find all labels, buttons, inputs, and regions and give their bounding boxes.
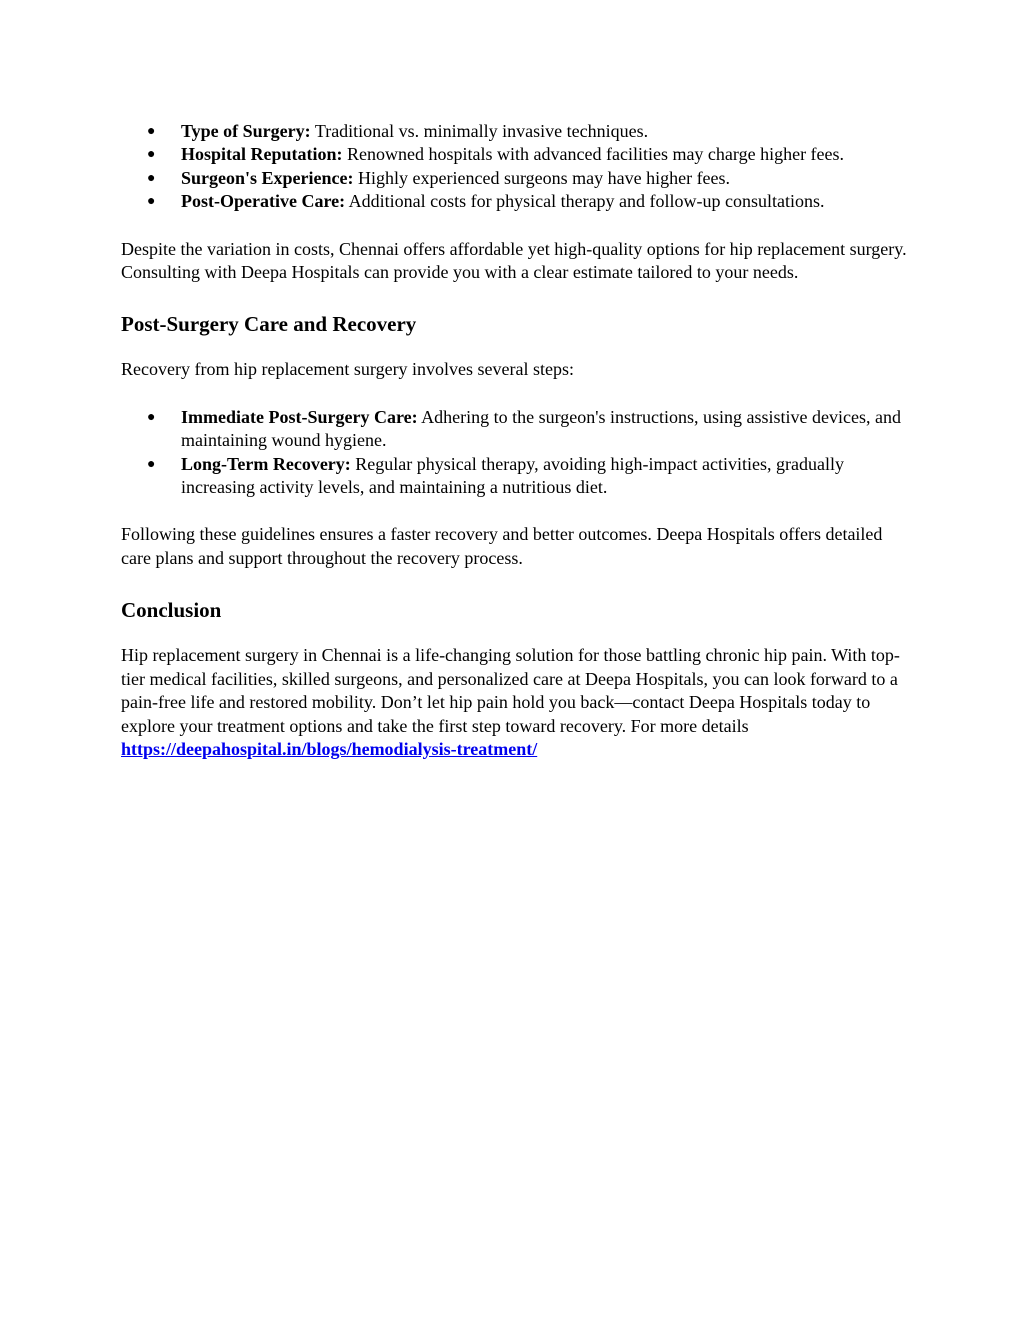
conclusion-paragraph [121, 644, 911, 761]
list-item-text: Adhering to the surgeon's instructions, using assistive devices, and maintaining wound hygiene. [181, 406, 901, 451]
recovery-steps-list [121, 406, 911, 500]
list-item-text: Regular physical therapy, avoiding high-impact activities, gradually increasing activity levels, and maintaining a nutritious diet. [181, 453, 844, 498]
list-item-text: Traditional vs. minimally invasive techniques. [310, 121, 649, 141]
list-item-term: Immediate Post-Surgery Care: [181, 406, 418, 427]
cost-factors-list [121, 120, 911, 214]
list-item-term: Surgeon's Experience: [181, 167, 354, 188]
list-item-term: Type of Surgery: [181, 121, 311, 141]
cost-summary-paragraph: Despite the variation in costs, Chennai offers affordable yet high-quality options for hip replacement surgery. Consulting with Deepa Hospitals can provide you with a clear estimate tailored to your needs. [121, 238, 907, 283]
list-item [121, 453, 911, 500]
list-item-text: Renowned hospitals with advanced facilities may charge higher fees. [342, 144, 845, 165]
bullet-icon: ● [147, 456, 156, 472]
conclusion-body-text: Hip replacement surgery in Chennai is a life-changing solution for those battling chronic hip pain. With top-tier medical facilities, skilled surgeons, and personalized care at Deepa Hospitals, you can look forward to a pain-free life and restored mobility. Don’t let hip pain hold you back—contact Deepa Hospitals today to explore your treatment options and take the first step toward recovery. For more details [121, 645, 900, 736]
recovery-intro-paragraph: Recovery from hip replacement surgery involves several steps: [121, 359, 575, 380]
list-item-term: Long-Term Recovery: [181, 453, 351, 474]
list-item [121, 167, 911, 190]
bullet-icon: ● [147, 170, 156, 186]
list-item [121, 406, 911, 453]
list-item-term: Hospital Reputation: [181, 144, 343, 165]
list-item [121, 143, 911, 166]
list-item-text: Highly experienced surgeons may have higher fees. [353, 167, 731, 188]
list-item-term: Post-Operative Care: [181, 191, 346, 212]
list-item [121, 190, 911, 213]
list-item-text: Additional costs for physical therapy and follow-up consultations. [345, 191, 825, 212]
document-page [121, 120, 911, 761]
recovery-heading: Post-Surgery Care and Recovery [121, 312, 417, 337]
more-details-link[interactable]: https://deepahospital.in/blogs/hemodialysis-treatment/ [121, 738, 538, 759]
bullet-icon: ● [147, 409, 156, 425]
bullet-icon: ● [147, 124, 156, 139]
conclusion-heading: Conclusion [121, 598, 222, 623]
recovery-summary-paragraph: Following these guidelines ensures a faster recovery and better outcomes. Deepa Hospitals offers detailed care plans and support throughout the recovery process. [121, 524, 883, 568]
bullet-icon: ● [147, 147, 156, 163]
list-item [121, 120, 911, 143]
bullet-icon: ● [147, 194, 156, 210]
